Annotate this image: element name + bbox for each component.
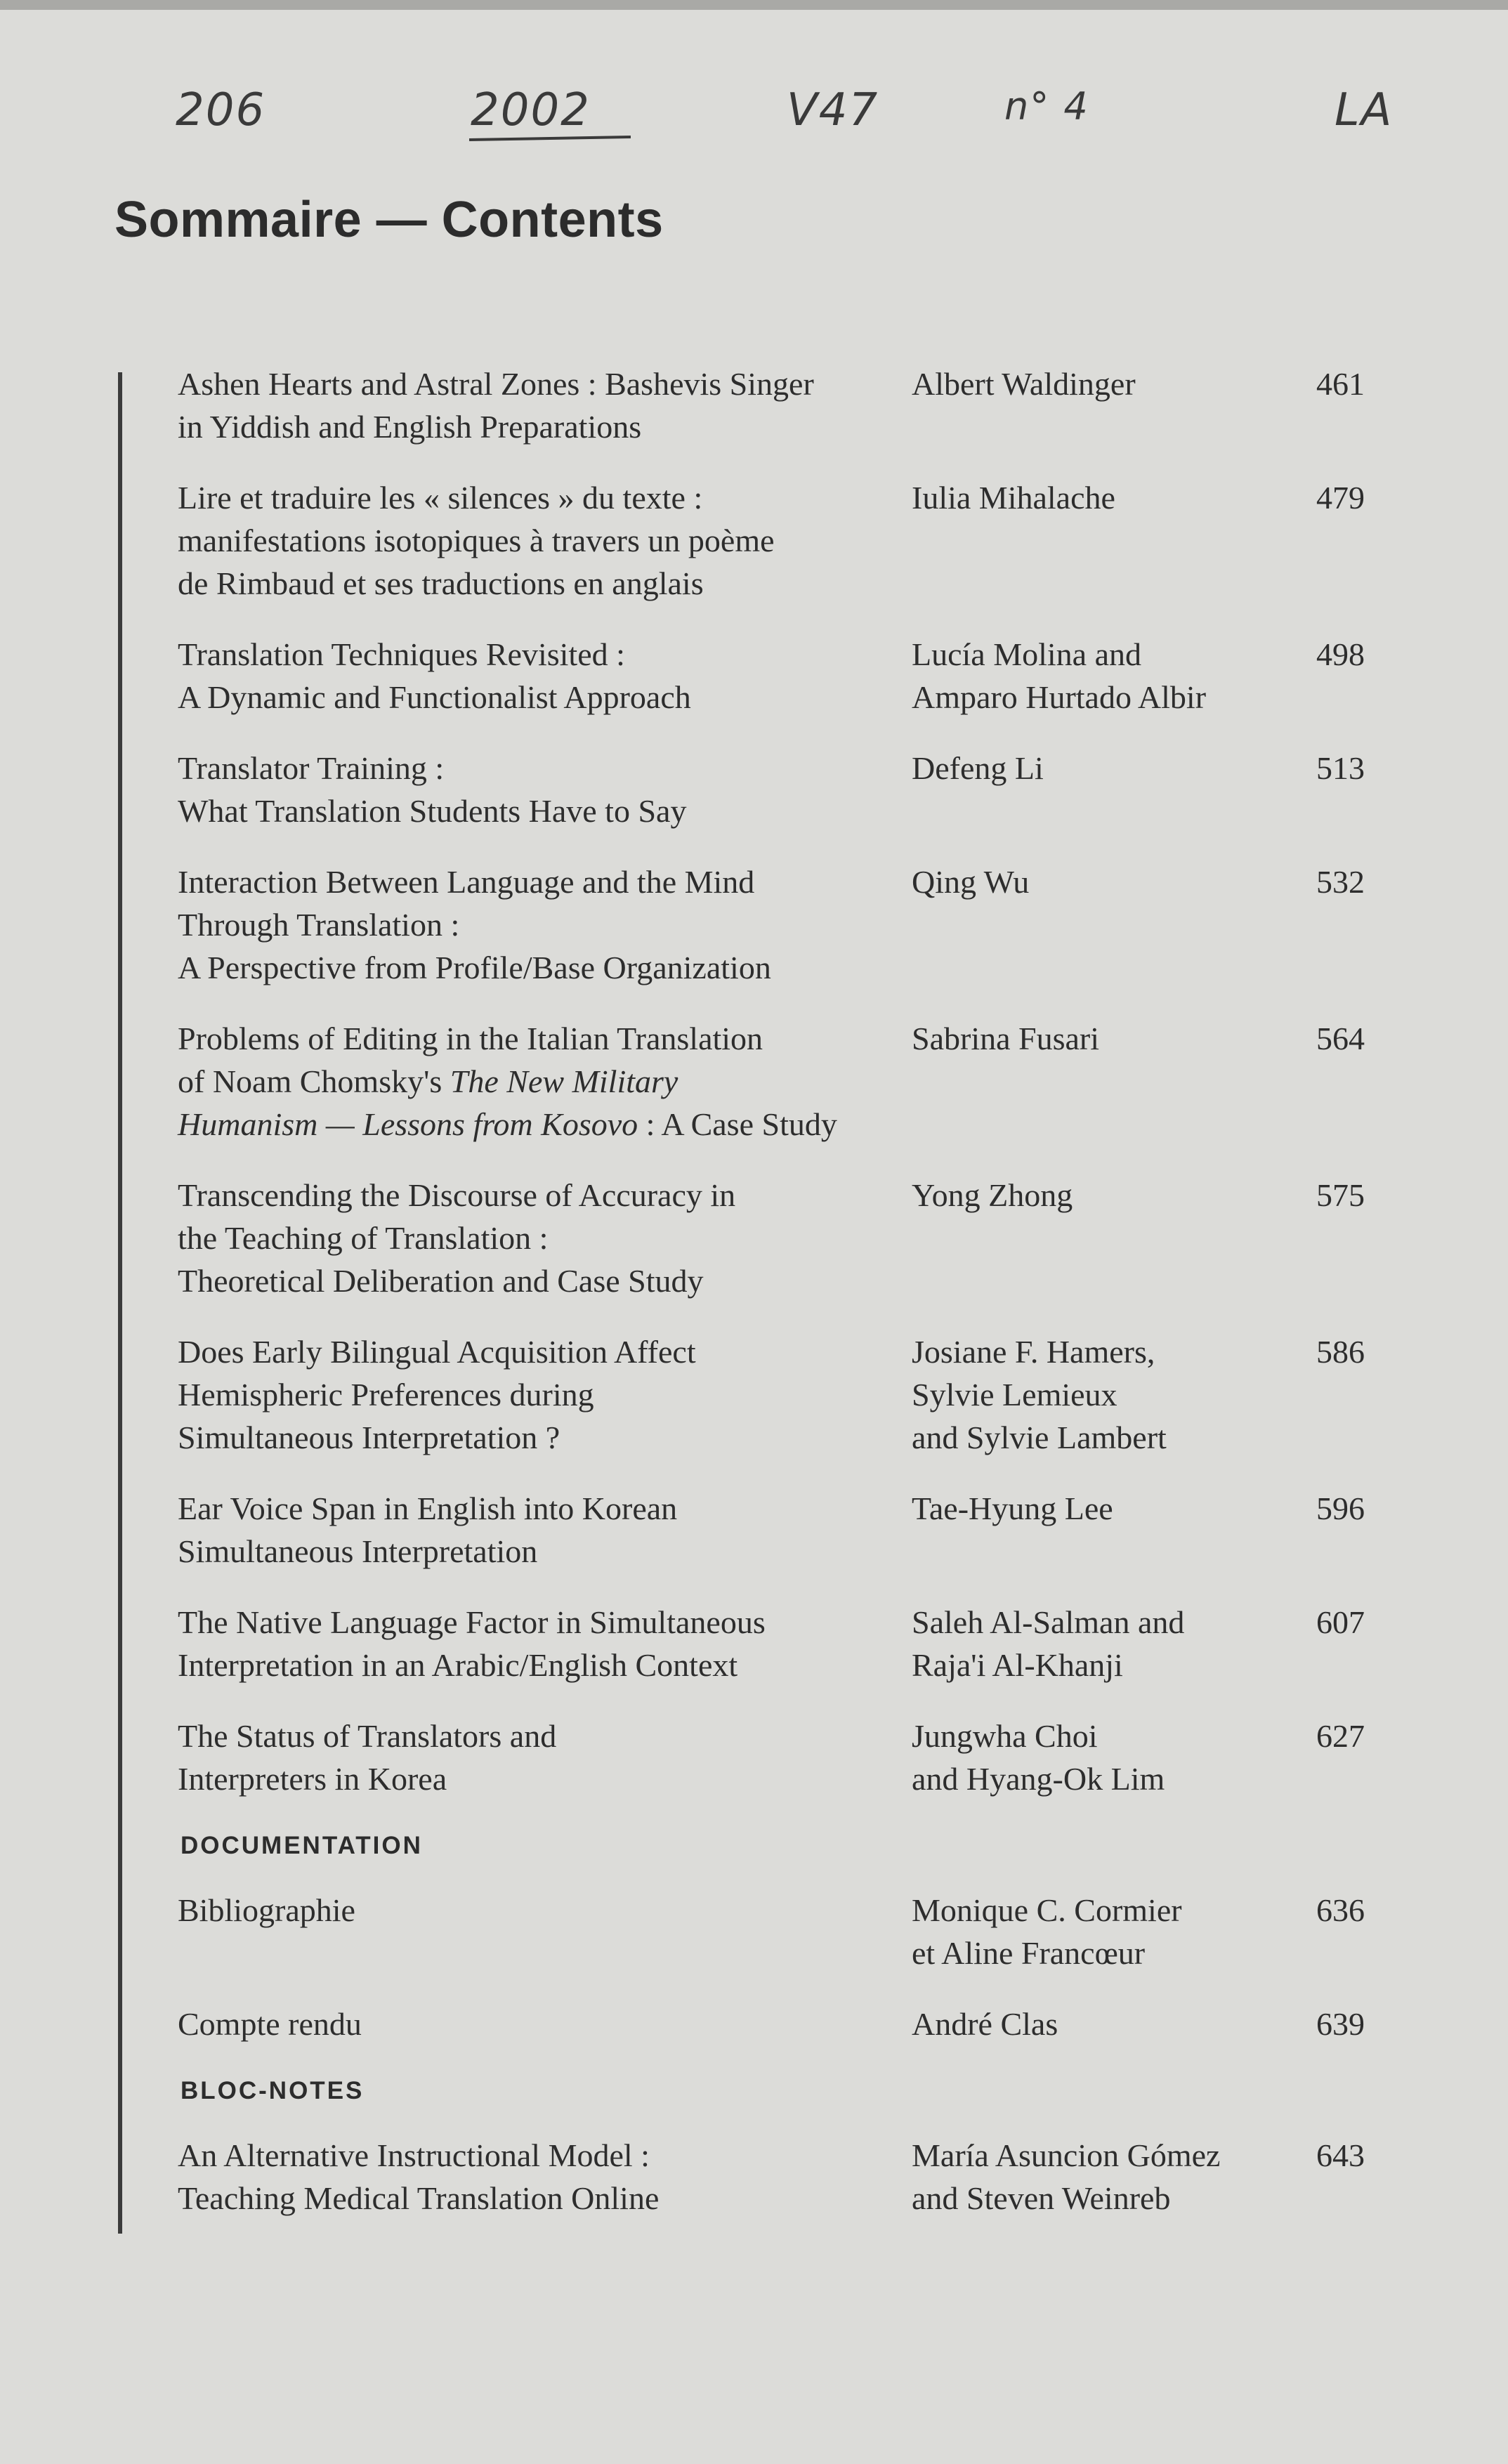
article-title: The Status of Translators and Interpreters in Korea xyxy=(178,1718,557,1797)
contents-vertical-rule xyxy=(118,372,122,2234)
article-author: Lucía Molina and Amparo Hurtado Albir xyxy=(912,636,1207,715)
article-author: Defeng Li xyxy=(912,750,1044,786)
article-title: Lire et traduire les « silences » du texte : manifestations isotopiques à travers un poème de Rimbaud et ses traductions en anglais xyxy=(178,480,775,601)
article-page-number: 607 xyxy=(1316,1604,1365,1640)
toc-entry xyxy=(178,1715,1386,1800)
toc-entry xyxy=(178,1017,1386,1146)
book-title-italic: The New Military xyxy=(450,1063,678,1099)
article-title: An Alternative Instructional Model : Teaching Medical Translation Online xyxy=(178,2137,660,2216)
article-author: Saleh Al-Salman and Raja'i Al-Khanji xyxy=(912,1604,1185,1683)
article-page-number: 575 xyxy=(1316,1177,1365,1213)
article-page-number: 513 xyxy=(1316,750,1365,786)
article-title-line xyxy=(178,1060,912,1103)
article-author: Monique C. Cormier et Aline Francœur xyxy=(912,1892,1182,1971)
page-top-edge xyxy=(0,0,1508,10)
toc-entry xyxy=(178,2134,1386,2220)
article-author: André Clas xyxy=(912,2006,1058,2042)
article-author: Albert Waldinger xyxy=(912,366,1136,402)
handwritten-note-volume: V47 xyxy=(787,84,879,136)
article-title: Ear Voice Span in English into Korean Simultaneous Interpretation xyxy=(178,1490,678,1569)
article-page-number: 643 xyxy=(1316,2137,1365,2173)
article-author: María Asuncion Gómez and Steven Weinreb xyxy=(912,2137,1221,2216)
toc-entry xyxy=(178,1330,1386,1459)
article-title: Translation Techniques Revisited : A Dynamic and Functionalist Approach xyxy=(178,636,691,715)
section-heading-documentation: DOCUMENTATION xyxy=(181,1832,423,1859)
article-page-number: 461 xyxy=(1316,366,1365,402)
article-title: The Native Language Factor in Simultaneous Interpretation in an Arabic/English Context xyxy=(178,1604,766,1683)
book-title-italic: Humanism — Lessons from Kosovo xyxy=(178,1106,638,1142)
handwritten-note-issue: n° 4 xyxy=(1004,84,1089,129)
article-page-number: 564 xyxy=(1316,1021,1365,1056)
article-title: Translator Training : What Translation Students Have to Say xyxy=(178,750,687,829)
article-page-number: 498 xyxy=(1316,636,1365,672)
toc-entry xyxy=(178,633,1386,719)
article-title xyxy=(178,1017,912,1146)
article-title-line: Problems of Editing in the Italian Translation xyxy=(178,1021,763,1056)
article-title: Bibliographie xyxy=(178,1892,355,1928)
toc-entry xyxy=(178,1889,1386,1974)
article-title-text: of Noam Chomsky's xyxy=(178,1063,450,1099)
article-title: Does Early Bilingual Acquisition Affect Hemispheric Preferences during Simultaneous Interpretation ? xyxy=(178,1334,696,1455)
article-page-number: 479 xyxy=(1316,480,1365,516)
handwritten-underline xyxy=(469,136,631,141)
article-title: Interaction Between Language and the Mind Through Translation : A Perspective from Profile/Base Organization xyxy=(178,864,771,985)
article-author: Tae-Hyung Lee xyxy=(912,1490,1113,1526)
toc-entry xyxy=(178,1487,1386,1573)
article-author: Sabrina Fusari xyxy=(912,1021,1100,1056)
toc-entry xyxy=(178,362,1386,448)
article-author: Qing Wu xyxy=(912,864,1030,900)
article-title-line xyxy=(178,1103,912,1146)
handwritten-note-year: 2002 xyxy=(471,84,591,136)
toc-entry xyxy=(178,2003,1386,2045)
article-page-number: 596 xyxy=(1316,1490,1365,1526)
article-page-number: 627 xyxy=(1316,1718,1365,1754)
article-page-number: 636 xyxy=(1316,1892,1365,1928)
article-author: Yong Zhong xyxy=(912,1177,1073,1213)
section-heading-bloc-notes: BLOC-NOTES xyxy=(181,2077,365,2104)
article-page-number: 586 xyxy=(1316,1334,1365,1370)
article-title: Ashen Hearts and Astral Zones : Bashevis Singer in Yiddish and English Preparations xyxy=(178,366,814,445)
handwritten-note-initials: LA xyxy=(1335,84,1394,136)
toc-entry xyxy=(178,860,1386,989)
toc-entry xyxy=(178,476,1386,605)
article-title-text: : A Case Study xyxy=(638,1106,837,1142)
article-title: Compte rendu xyxy=(178,2006,362,2042)
article-page-number: 532 xyxy=(1316,864,1365,900)
article-author: Iulia Mihalache xyxy=(912,480,1115,516)
article-author: Jungwha Choi and Hyang-Ok Lim xyxy=(912,1718,1165,1797)
table-of-contents xyxy=(178,362,1386,2248)
page-title: Sommaire — Contents xyxy=(114,192,664,248)
toc-entry xyxy=(178,1601,1386,1686)
toc-entry xyxy=(178,1174,1386,1302)
article-title: Transcending the Discourse of Accuracy in the Teaching of Translation : Theoretical Deliberation and Case Study xyxy=(178,1177,736,1299)
toc-entry xyxy=(178,747,1386,832)
article-page-number: 639 xyxy=(1316,2006,1365,2042)
handwritten-note-number: 206 xyxy=(176,84,266,136)
article-author: Josiane F. Hamers, Sylvie Lemieux and Sylvie Lambert xyxy=(912,1334,1167,1455)
